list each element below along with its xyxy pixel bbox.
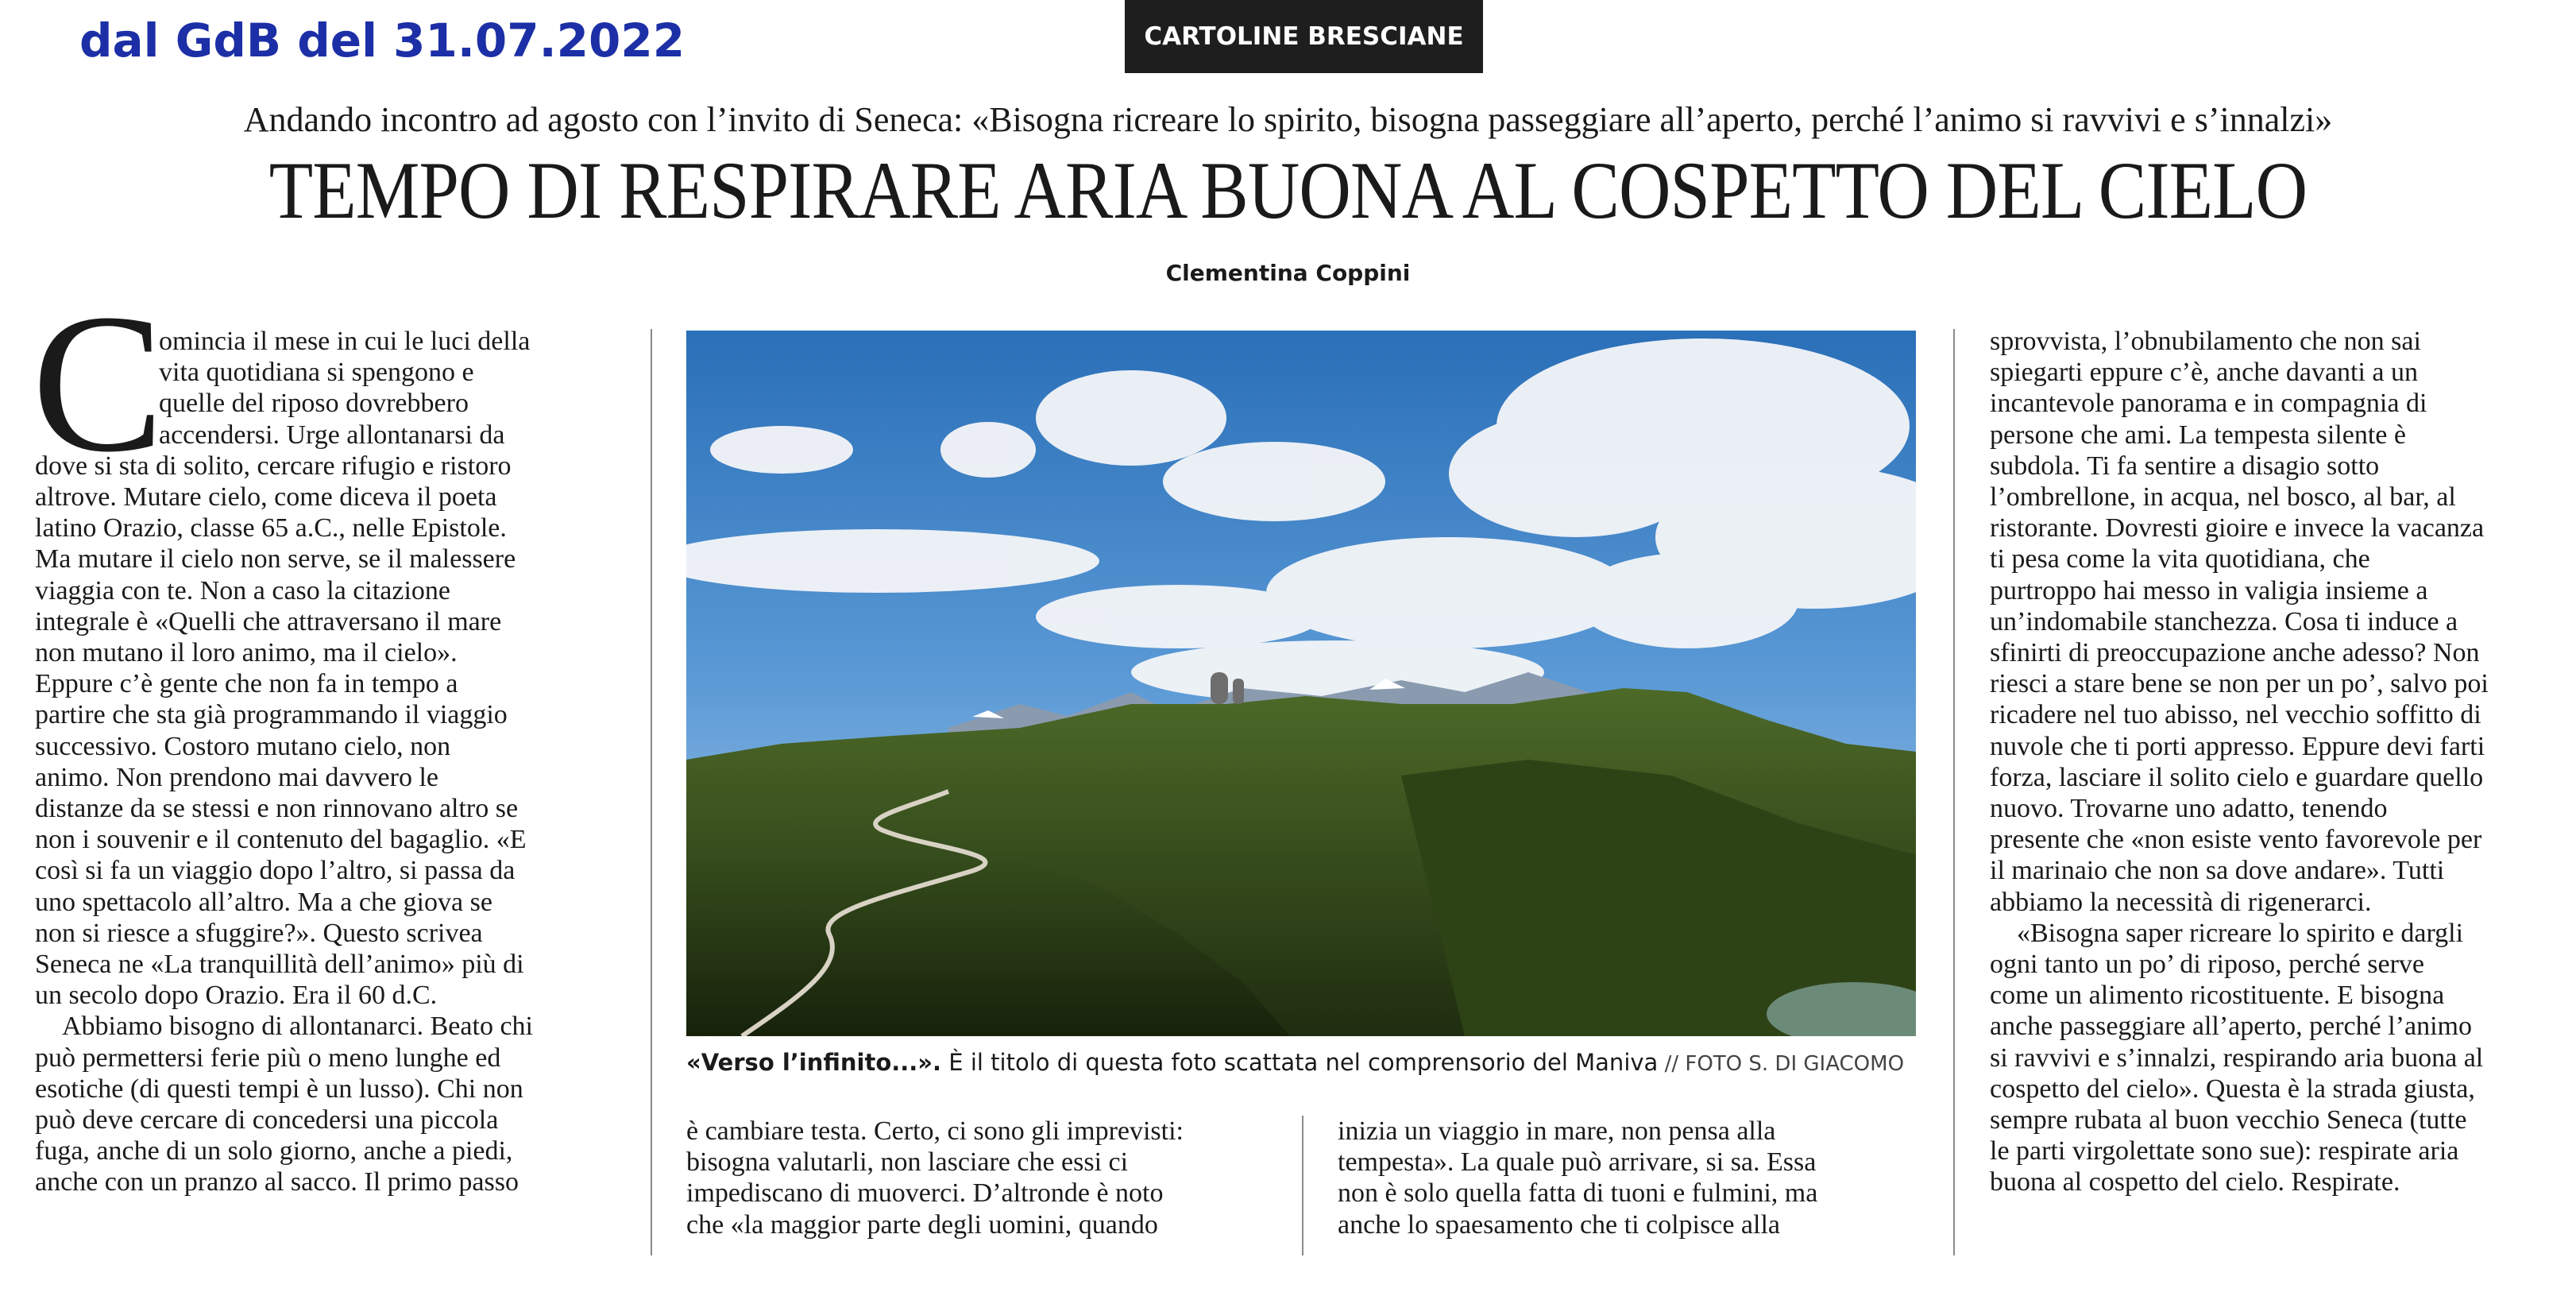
article-column-2 [686,1116,1290,1240]
body-line: forza, lasciare il solito cielo e guardare quello [1990,762,2484,792]
body-line: è cambiare testa. Certo, ci sono gli imprevisti: [686,1116,1184,1146]
body-line: sfinirti di preoccupazione anche adesso? Non [1990,638,2480,668]
body-line: esotiche (di questi tempi è un lusso). Chi non [35,1074,523,1104]
body-line: quelle del riposo dovrebbero [159,389,469,419]
column-divider [651,329,652,1255]
body-line: persone che ami. La tempesta silente è [1990,420,2406,450]
caption-text: È il titolo di questa foto scattata nel comprensorio del Maniva [941,1049,1659,1076]
body-line: presente che «non esiste vento favorevole per [1990,825,2482,855]
body-line: non si riesce a sfuggire?». Questo scrivea [35,918,483,948]
body-line: non è solo quella fatta di tuoni e fulmini, ma [1338,1178,1818,1209]
body-line: omincia il mese in cui le luci della [159,327,531,356]
section-badge: CARTOLINE BRESCIANE [1125,0,1483,73]
body-line: ricadere nel tuo abisso, nel vecchio soffitto di [1990,700,2481,730]
body-line: riesci a stare bene se non per un po’, salvo poi [1990,669,2489,699]
body-line: ogni tanto un po’ di riposo, perché serve [1990,950,2425,980]
body-line: ristorante. Dovresti gioire e invece la vacanza [1990,513,2485,544]
body-line: inizia un viaggio in mare, non pensa alla [1338,1116,1776,1146]
article-column-4 [1990,326,2563,1198]
body-line: Eppure c’è gente che non fa in tempo a [35,669,458,699]
photo-caption [686,1043,1916,1084]
body-line: uno spettacolo all’altro. Ma a che giova se [35,887,492,917]
body-line: non mutano il loro animo, ma il cielo». [35,638,458,668]
body-line: tempesta». La quale può arrivare, si sa. Essa [1338,1147,1817,1178]
body-line: nuovo. Trovarne uno adatto, tenendo [1990,794,2388,824]
source-label: dal GdB del 31.07.2022 [79,14,686,68]
body-line: il marinaio che non sa dove andare». Tutti [1990,856,2445,886]
body-line: non i souvenir e il contenuto del bagaglio. «E [35,825,527,855]
article-column-1 [35,326,608,1198]
body-line: bisogna valutarli, non lasciare che essi ci [686,1147,1129,1178]
column-divider [1953,329,1955,1255]
body-line: accendersi. Urge allontanarsi da [159,420,505,450]
photo-credit: // FOTO S. DI GIACOMO [1658,1052,1905,1076]
body-line: Ma mutare il cielo non serve, se il malessere [35,544,516,574]
body-line: abbiamo la necessità di rigenerarci. [1990,887,2372,917]
article-kicker: Andando incontro ad agosto con l’invito di Seneca: «Bisogna ricreare lo spirito, bisogna passeggiare all’aperto, perché l’animo si ravvivi e s’innalzi» [243,100,2333,139]
drop-cap: C [32,273,164,493]
body-line: nuvole che ti porti appresso. Eppure devi farti [1990,731,2485,761]
body-line: che «la maggior parte degli uomini, quando [686,1209,1158,1240]
body-line: vita quotidiana si spengono e [159,358,474,388]
body-line: anche con un pranzo al sacco. Il primo passo [35,1167,519,1197]
body-line: un secolo dopo Orazio. Era il 60 d.C. [35,981,438,1011]
body-line: buona al cospetto del cielo. Respirate. [1990,1167,2400,1197]
body-line: l’ombrellone, in acqua, nel bosco, al bar, al [1990,482,2456,513]
article-byline: Clementina Coppini [1165,260,1411,286]
body-line: ti pesa come la vita quotidiana, che [1990,544,2370,574]
body-line: fuga, anche di un solo giorno, anche a piedi, [35,1136,513,1166]
body-line: purtroppo hai messo in valigia insieme a [1990,575,2428,605]
body-line: subdola. Ti fa sentire a disagio sotto [1990,451,2380,481]
body-line: distanze da se stessi e non rinnovano altro se [35,794,519,824]
body-line: sprovvista, l’obnubilamento che non sai [1990,327,2421,356]
article-column-3 [1338,1116,1916,1240]
body-line: latino Orazio, classe 65 a.C., nelle Epistole. [35,513,507,544]
body-line: si ravvivi e s’innalzi, respirando aria buona al [1990,1043,2484,1073]
body-line: animo. Non prendono mai davvero le [35,762,438,792]
body-line: impediscano di muoverci. D’altronde è noto [686,1178,1164,1209]
body-line: come un alimento ricostituente. E bisogna [1990,981,2445,1011]
body-line: «Bisogna saper ricreare lo spirito e dargli [2017,918,2464,948]
body-line: anche lo spaesamento che ti colpisce alla [1338,1209,1780,1240]
body-line: un’indomabile stanchezza. Cosa ti induce a [1990,606,2458,636]
body-line: Abbiamo bisogno di allontanarci. Beato chi [62,1012,533,1042]
body-line: così si fa un viaggio dopo l’altro, si passa da [35,856,516,886]
body-line: spiegarti eppure c’è, anche davanti a un [1990,358,2419,388]
body-line: altrove. Mutare cielo, come diceva il poeta [35,482,497,513]
article-headline: TEMPO DI RESPIRARE ARIA BUONA AL COSPETTO DEL CIELO [268,145,2308,236]
body-line: dove si sta di solito, cercare rifugio e ristoro [35,451,512,481]
landscape-photo [686,331,1916,1036]
body-line: integrale è «Quelli che attraversano il mare [35,606,502,636]
body-line: viaggia con te. Non a caso la citazione [35,575,450,605]
body-line: Seneca ne «La tranquillità dell’animo» più di [35,950,524,980]
body-line: le parti virgolettate sono sue): respirate aria [1990,1136,2459,1166]
caption-lead: «Verso l’infinito...». [686,1049,942,1076]
body-line: può deve cercare di concedersi una piccola [35,1105,499,1135]
body-line: può permettersi ferie più o meno lunghe ed [35,1043,501,1073]
body-line: cospetto del cielo». Questa è la strada giusta, [1990,1074,2475,1104]
body-line: partire che sta già programmando il viaggio [35,700,508,730]
body-line: anche passeggiare all’aperto, perché l’animo [1990,1012,2472,1042]
body-line: successivo. Costoro mutano cielo, non [35,731,451,761]
body-line: incantevole panorama e in compagnia di [1990,389,2427,419]
column-divider [1302,1116,1303,1255]
body-line: sempre rubata al buon vecchio Seneca (tutte [1990,1105,2467,1135]
